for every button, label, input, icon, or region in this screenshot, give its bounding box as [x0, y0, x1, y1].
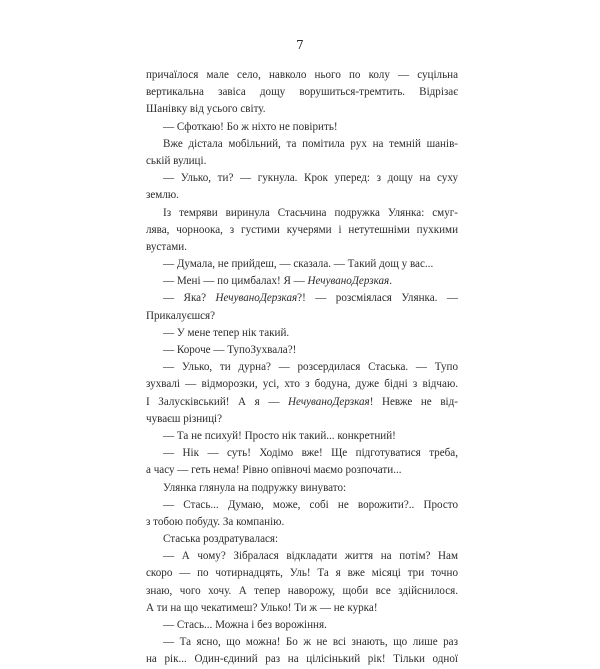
text-segment: — Яка? — [163, 292, 216, 305]
text-segment: знаю, чого хочу. А тепер наворожу, щоби все здійснилося. — [146, 584, 458, 597]
text-line — [146, 273, 458, 290]
text-segment: І Залусківський! А я — — [146, 395, 289, 408]
page-number: 7 — [296, 38, 304, 52]
text-segment: — Нік — суть! Ходімо вже! Ще підготуватися треба, — [163, 447, 458, 460]
text-segment: — Стась... Думаю, може, собі не ворожити?.. Просто — [163, 498, 458, 511]
text-segment: а часу — геть нема! Рівно опівночі маємо розпочати... — [146, 464, 402, 477]
text-line — [146, 531, 458, 548]
text-segment: Із темряви виринула Стасьчина подружка Улянка: смуг- — [163, 206, 458, 219]
text-segment: — Улько, ти? — гукнула. Крок уперед: з дощу на суху — [163, 172, 458, 185]
text-segment: НечуваноДерзкая — [215, 292, 298, 305]
text-line — [146, 411, 458, 428]
text-segment: — А чому? Зібралася відкладати життя на потім? Нам — [163, 550, 458, 563]
text-segment: НечуваноДерзкая — [288, 395, 370, 408]
text-line — [146, 187, 458, 204]
text-line — [146, 376, 458, 393]
text-line — [146, 428, 458, 445]
text-segment: . — [389, 275, 392, 288]
text-line — [146, 617, 458, 634]
text-line — [146, 445, 458, 462]
text-line — [146, 600, 458, 617]
text-segment: лява, чорноока, з густими кучерями і нетутешніми пухкими — [146, 223, 458, 236]
text-line — [146, 634, 458, 651]
text-segment: Улянка глянула на подружку винувато: — [163, 481, 347, 494]
text-segment: скоро — по чотирнадцять, Уль! Та я вже місяці три точно — [146, 567, 458, 580]
text-line — [146, 548, 458, 565]
text-segment: Стаська роздратувалася: — [163, 533, 279, 546]
text-segment: причаїлося мале село, навколо нього по колу — суцільна — [146, 69, 458, 81]
text-segment: — Короче — ТупоЗухвала?! — [163, 344, 297, 356]
text-line — [146, 497, 458, 514]
text-line — [146, 205, 458, 222]
text-line — [146, 153, 458, 170]
text-line — [146, 359, 458, 376]
text-line — [146, 239, 458, 256]
text-segment: чуваєш різниці? — [146, 412, 223, 425]
text-line — [146, 651, 458, 668]
text-segment: вертикальна завіса дощу ворушиться-тремтить. Відрізає — [146, 86, 458, 99]
text-line — [146, 290, 458, 307]
text-line — [146, 583, 458, 600]
text-segment: — Сфоткаю! Бо ж ніхто не повірить! — [163, 120, 338, 133]
text-segment: на рік... Один-єдиний раз на цілісінький рік! Тільки одної — [146, 653, 458, 666]
text-line — [146, 565, 458, 582]
text-line — [146, 256, 458, 273]
text-segment: — Та не психуй! Просто нік такий... конкретний! — [163, 429, 396, 442]
text-segment: — Мені — по цимбалах! Я — — [163, 275, 308, 288]
text-segment: ?! — розсміялася Улянка. — — [297, 292, 458, 305]
text-line — [146, 308, 458, 325]
text-segment: — Думала, не прийдеш, — сказала. — Такий дощ у вас... — [163, 258, 434, 271]
text-segment: — Улько, ти дурна? — розсердилася Стаська. — Тупо — [163, 361, 458, 374]
text-line — [146, 170, 458, 187]
text-segment: — У мене тепер нік такий. — [163, 326, 290, 339]
text-line — [146, 222, 458, 239]
text-line — [146, 325, 458, 342]
text-segment: ! Невже не від- — [369, 395, 458, 408]
text-segment: НечуваноДерзкая — [307, 275, 390, 288]
text-line — [146, 462, 458, 479]
text-line — [146, 394, 458, 411]
text-segment: — Стась... Можна і без ворожіння. — [163, 619, 327, 631]
text-segment: — Та ясно, що можна! Бо ж не всі знають, що лише раз — [163, 636, 458, 649]
text-segment: вустами. — [146, 240, 187, 253]
body-text — [146, 67, 458, 669]
text-line — [146, 101, 458, 118]
text-segment: А ти на що чекатимеш? Улько! Ти ж — не курка! — [146, 601, 378, 614]
text-line — [146, 84, 458, 101]
text-line — [146, 514, 458, 531]
text-segment: з тобою побуду. За компанію. — [146, 515, 285, 528]
text-segment: Шанівку від усього світу. — [146, 103, 266, 116]
text-line — [146, 342, 458, 359]
text-line — [146, 136, 458, 153]
text-segment: Прикалуєшся? — [146, 309, 216, 322]
text-segment: Вже дістала мобільний, та помітила рух на темній шанів- — [163, 137, 458, 150]
text-line — [146, 67, 458, 84]
text-segment: зухвалі — відморозки, усі, хто з бодуна, дуже бідні з відчаю. — [146, 378, 458, 391]
text-segment: ській вулиці. — [146, 154, 207, 167]
text-segment: землю. — [146, 189, 179, 202]
text-line — [146, 480, 458, 497]
text-line — [146, 119, 458, 136]
